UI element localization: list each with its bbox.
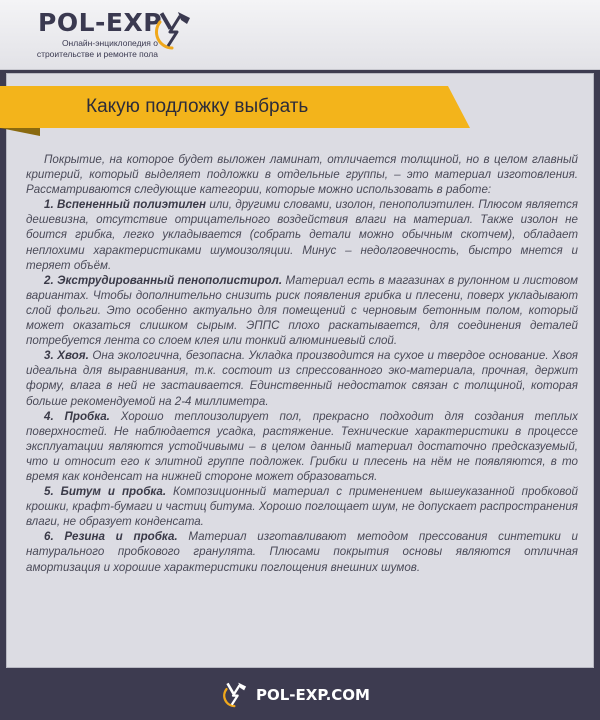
site-header [0,0,600,70]
item-label: 4. Пробка. [44,409,110,423]
tools-logo-icon [150,8,196,54]
item-text: Материал есть в магазинах в рулонном и листовом вариантах. Чтобы дополнительно снизить риск появления грибка и плесени, поверх укладывают слой фольги. Это особенно актуально для помещений с черновым бетонным полом, который может оказаться слишком сырым. ЭППС плохо раскатывается, для соединения деталей потребуется лента со слоем клея или тонкий алюминиевый слой. [26,273,578,348]
article-intro: Покрытие, на которое будет выложен ламинат, отличается толщиной, но в целом главный критерий, который выделяет подложки в отдельные группы, – это материал изготовления. Рассматриваются следующие категории, которые можно использовать в работе: [26,153,578,197]
article-body [26,152,578,575]
footer-tools-icon [220,680,250,710]
item-label: 2. Экструдированный пенополистирол. [44,273,283,287]
list-item [26,484,578,529]
site-tagline [30,38,158,60]
site-logo[interactable]: POL-EXP [38,8,163,37]
item-text: Композиционный материал с применением вышеуказанной пробковой крошки, крафт-бумаги и частиц битума. Хорошо поглощает шум, не допускает распространения влаги, не образует конденсата. [26,485,578,529]
item-label: 1. Вспененный полиэтилен [44,198,206,212]
tagline-line-1: Онлайн-энциклопедия о [61,38,158,48]
article-title: Какую подложку выбрать [86,96,309,117]
item-text: Материал изготавливают методом прессования синтетики и натурального пробкового гранулята. Плюсами покрытия основы являются отличная амортизация и хорошие характеристики поглощения внешних шумов. [26,530,578,574]
item-label: 3. Хвоя. [44,349,89,363]
item-text: Хорошо теплоизолирует пол, прекрасно подходит для создания теплых поверхностей. Не наблюдается усадка, растяжение. Технические характеристики в процессе эксплуатации являются устойчивыми – в целом данный материал достаточно предсказуемый, что и относит его к элитной группе подложек. Грибки и плесень на нём не появляются, в то время как конденсат на нижней стороне может образоваться. [26,409,578,483]
list-item [26,409,578,484]
list-item [26,197,578,272]
list-item [26,529,578,574]
list-item [26,273,578,348]
list-item [26,348,578,408]
item-text: Она экологична, безопасна. Укладка производится на сухое и твердое основание. Хвоя идеальна для выравнивания, т.к. состоит из спрессованного эко-материала, прочная, держит форму, влага в ней не застаивается. Единственный недостаток связан с толщиной, которая больше рекомендуемой на 2-4 миллиметра. [26,349,579,408]
item-text: или, другими словами, изолон, пенополиэтилен. Плюсом является дешевизна, отсутствие отрицательного воздействия влаги на материал. Также изолон не боится грибка, легко укладывается (собрать детали можно обычным скотчем), обладает неплохими характеристиками шумоизоляции. Минус – недолговечность, быстро мнется и теряет объём. [26,198,578,272]
tagline-line-2: строительстве и ремонте пола [36,49,158,59]
item-label: 5. Битум и пробка. [44,485,167,499]
item-label: 6. Резина и пробка. [44,530,178,544]
footer-site-link[interactable]: POL-EXP.COM [256,686,370,704]
